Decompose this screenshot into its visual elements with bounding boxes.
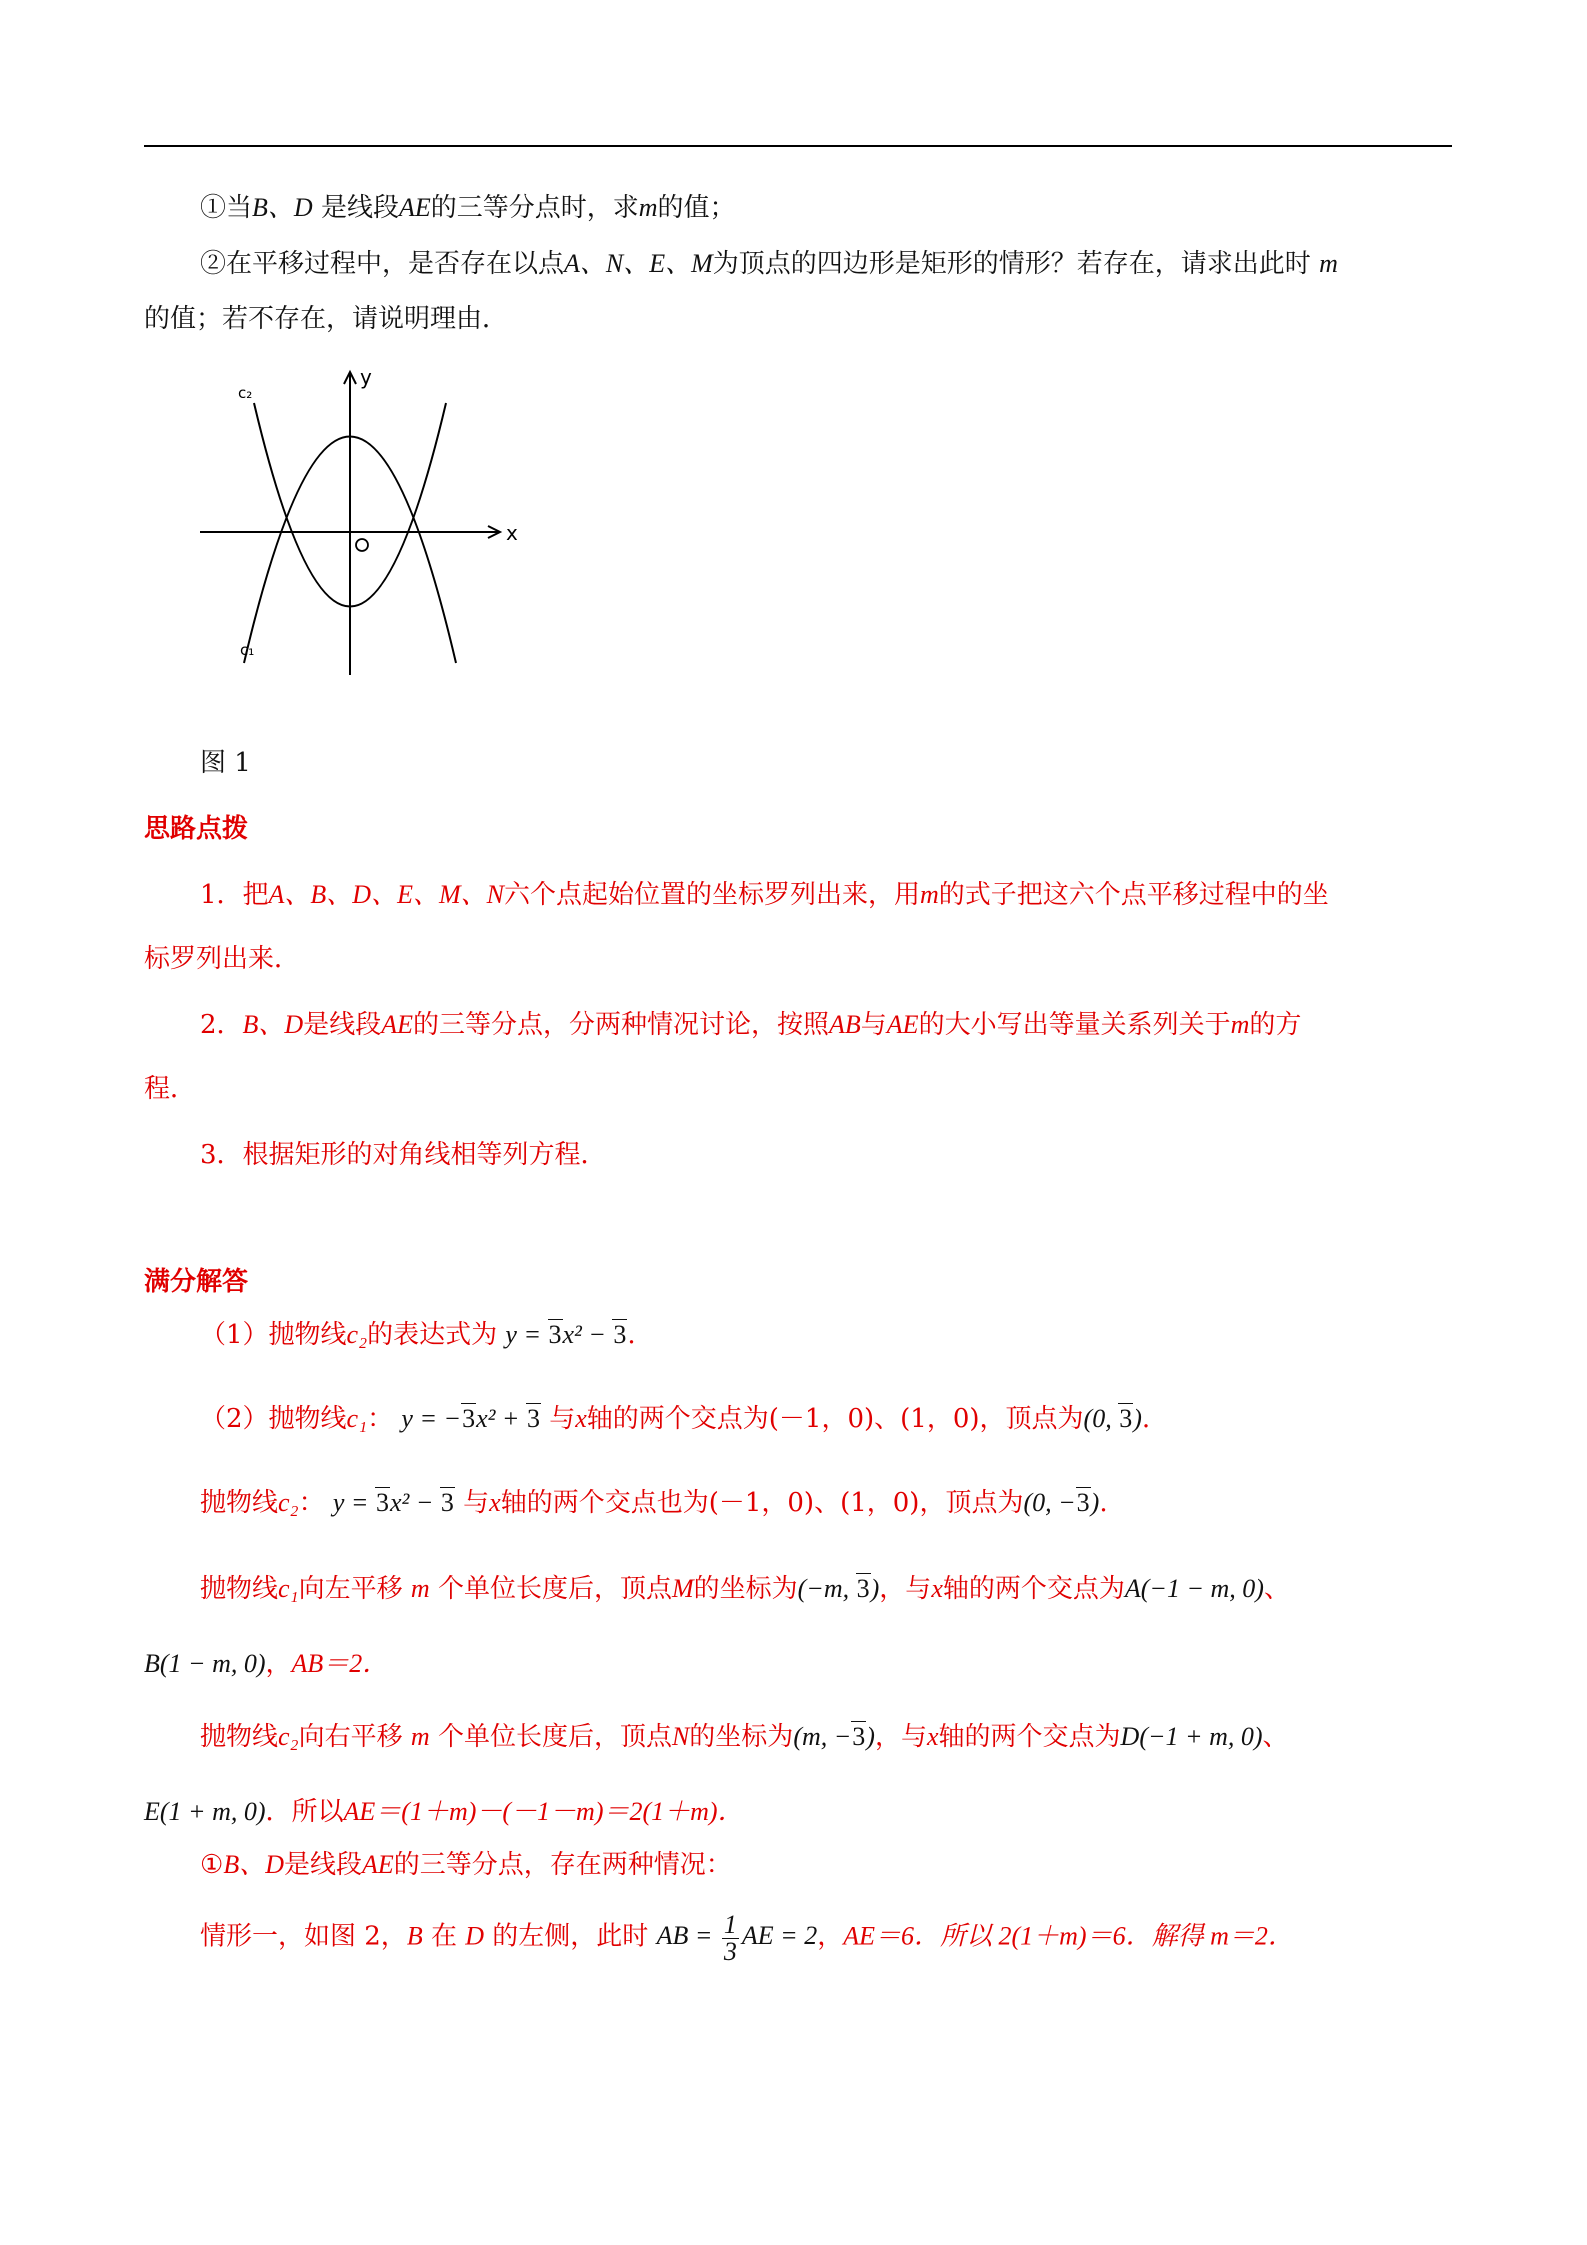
a4-j: 轴的两个交点为 (942, 1574, 1125, 1604)
hint2-k: 的方 (1249, 1010, 1302, 1040)
part1-points: B、D (252, 193, 313, 222)
a4-m-point: M (671, 1574, 694, 1603)
a8-c: 是线段 (283, 1850, 362, 1880)
a9-c: 在 (430, 1921, 457, 1952)
figure-caption: 图 1 (200, 748, 251, 778)
hint-1 (200, 878, 1329, 912)
hint-2 (200, 1008, 1301, 1042)
a6-vertex: (m, −3) (793, 1722, 875, 1751)
a4-var: m (410, 1574, 430, 1603)
hint2-a: 2． (200, 1010, 243, 1040)
hint2-ae: AE (886, 1010, 919, 1039)
hint2-c: 是线段 (303, 1010, 382, 1040)
hint2-ab: AB (829, 1010, 861, 1039)
a6-j: 轴的两个交点为 (938, 1722, 1121, 1752)
a8-a: ① (200, 1850, 224, 1880)
origin-marker (356, 539, 368, 551)
a4-point-a: A(−1 − m, 0) (1124, 1574, 1264, 1603)
question-part-2-cont (144, 302, 508, 336)
a7-ae: AE＝(1＋m)－(－1－m)＝2(1＋m)． (343, 1797, 744, 1826)
a4-g: 的坐标为 (693, 1574, 798, 1604)
hint2-points: B、D (242, 1010, 304, 1039)
answer-line-3: 抛物线c₂： y = 3x² − 3 与x轴的两个交点也为(－1，0)、(1，0)，顶点为(0, −3). (200, 1488, 1108, 1518)
hint2-seg: AE (381, 1010, 413, 1039)
hint1-e: 的式子把这六个点平移过程中的坐 (938, 880, 1329, 910)
a6-g: 的坐标为 (689, 1722, 794, 1752)
a9-formula: AB = $\frac{1}{3}$ AE = 2 (656, 1910, 818, 1966)
a4-c1: c₁ (278, 1574, 299, 1603)
hint1-points: A、B、D、E、M、N (268, 880, 504, 909)
a5-point-b: B(1 − m, 0) (144, 1649, 266, 1678)
a9-d: D (465, 1921, 485, 1951)
label-c2: c₂ (238, 384, 253, 402)
a2-c1: c₁ (346, 1404, 368, 1433)
a6-h: ，与 (874, 1722, 927, 1752)
hints-heading: 思路点拨 (144, 814, 249, 844)
a1-c: 的表达式为 (367, 1320, 498, 1350)
label-y: y (360, 365, 372, 389)
a9-g: AE＝6．所以 2(1＋m)＝6．解得 m＝2． (843, 1921, 1294, 1951)
a3-a: 抛物线 (200, 1488, 279, 1518)
hint2-e: 的三等分点，分两种情况讨论，按照 (413, 1010, 830, 1040)
a4-h: ，与 (879, 1574, 932, 1604)
a3-c: ： (298, 1488, 325, 1518)
part1-var: m (638, 193, 658, 222)
a8-e: 的三等分点，存在两种情况： (393, 1850, 732, 1880)
hint2-g: 与 (860, 1010, 887, 1040)
hint-1-cont: 标罗列出来． (144, 944, 301, 974)
answer-line-8 (200, 1848, 732, 1882)
a6-e: 个单位长度后，顶点 (437, 1722, 672, 1752)
a8-seg: AE (362, 1850, 394, 1879)
a3-c2: c₂ (278, 1488, 299, 1517)
question-part-2 (200, 247, 1338, 281)
a2-formula: y = −3x² + 3 (401, 1404, 540, 1433)
answer-line-7 (144, 1795, 744, 1829)
question-part-1 (200, 191, 736, 225)
a6-n-point: N (671, 1722, 690, 1751)
a1-a: （1）抛物线 (200, 1320, 347, 1350)
hint2-i: 的大小写出等量关系列关于 (918, 1010, 1231, 1040)
part1-segment: AE (398, 193, 431, 222)
a3-formula: y = 3x² − 3 (332, 1488, 454, 1517)
a9-b: B (406, 1921, 423, 1951)
part2-cont: 的值；若不存在，请说明理由． (144, 304, 509, 334)
answer-line-5 (144, 1647, 388, 1681)
part1-prefix: ①当 (200, 193, 253, 223)
a3-vertex: (0, −3) (1023, 1488, 1100, 1517)
answer-heading: 满分解答 (144, 1267, 249, 1297)
a6-c: 向右平移 (298, 1722, 403, 1752)
a4-c: 向左平移 (298, 1574, 403, 1604)
hint1-c: 六个点起始位置的坐标罗列出来，用 (503, 880, 920, 910)
part2-var: m (1319, 249, 1338, 278)
hint-2-cont: 程． (144, 1074, 197, 1104)
a2-d: 与 (549, 1404, 576, 1434)
hint-3: 3．根据矩形的对角线相等列方程． (200, 1140, 607, 1170)
header-rule (144, 145, 1452, 147)
answer-line-2: （2）抛物线c₁： y = −3x² + 3 与x轴的两个交点为(－1，0)、(1，0)，顶点为(0, 3). (200, 1404, 1151, 1434)
a9-e: 的左侧，此时 (492, 1921, 649, 1952)
a6-point-d: D(−1 + m, 0) (1120, 1722, 1263, 1751)
a6-c2: c₂ (278, 1722, 299, 1751)
a4-x: x (931, 1574, 943, 1603)
a6-a: 抛物线 (200, 1722, 279, 1752)
a6-var: m (410, 1722, 430, 1751)
a3-f: 轴的两个交点也为(－1，0)、(1，0)，顶点为 (500, 1488, 1024, 1518)
answer-line-6: 抛物线c₂向右平移 m 个单位长度后，顶点N的坐标为(m, −3)，与x轴的两个交点为D(−1 + m, 0)、 (200, 1722, 1289, 1752)
a9-a: 情形一，如图 2， (200, 1921, 407, 1952)
figure-1-graph (190, 360, 530, 690)
a7-a: ．所以 (265, 1797, 344, 1827)
a4-e: 个单位长度后，顶点 (437, 1574, 672, 1604)
a1-c2: c₂ (346, 1320, 368, 1349)
a2-a: （2）抛物线 (200, 1404, 347, 1434)
answer-line-9 (200, 1912, 1294, 1965)
a1-formula: y = 3x² − 3 (505, 1320, 627, 1349)
part1-end: 的值； (657, 193, 736, 223)
a9-f: ， (817, 1921, 844, 1952)
a2-vertex: (0, 3) (1083, 1404, 1142, 1433)
label-x: x (506, 521, 518, 545)
a6-x: x (926, 1722, 939, 1751)
a7-point-e: E(1 + m, 0) (144, 1797, 266, 1826)
a3-d: 与 (463, 1488, 490, 1518)
a4-a: 抛物线 (200, 1574, 279, 1604)
a2-c: ： (367, 1404, 394, 1434)
hint2-var: m (1230, 1010, 1250, 1039)
a5-ab: AB＝2． (291, 1649, 389, 1678)
part1-mid: 是线段 (320, 193, 399, 223)
hint1-var: m (920, 880, 939, 909)
hint1-a: 1．把 (200, 880, 269, 910)
part2-points: A、N、E、M (564, 249, 713, 278)
a2-f: 轴的两个交点为(－1，0)、(1，0)，顶点为 (586, 1404, 1084, 1434)
a3-x: x (489, 1488, 501, 1517)
label-c1: c₁ (240, 641, 255, 659)
answer-line-4: 抛物线c₁向左平移 m 个单位长度后，顶点M的坐标为(−m, 3)，与x轴的两个交点为A(−1 − m, 0)、 (200, 1574, 1290, 1604)
part2-prefix: ②在平移过程中，是否存在以点 (200, 249, 565, 279)
a2-x: x (575, 1404, 587, 1433)
part2-mid: 为顶点的四边形是矩形的情形？若存在，请求出此时 (712, 249, 1311, 279)
a5-a: ， (265, 1649, 292, 1679)
part1-mid2: 的三等分点时，求 (430, 193, 639, 223)
a4-vertex: (−m, 3) (797, 1574, 880, 1603)
answer-line-1: （1）抛物线c₂的表达式为 y = 3x² − 3. (200, 1320, 636, 1350)
a8-points: B、D (223, 1850, 284, 1879)
